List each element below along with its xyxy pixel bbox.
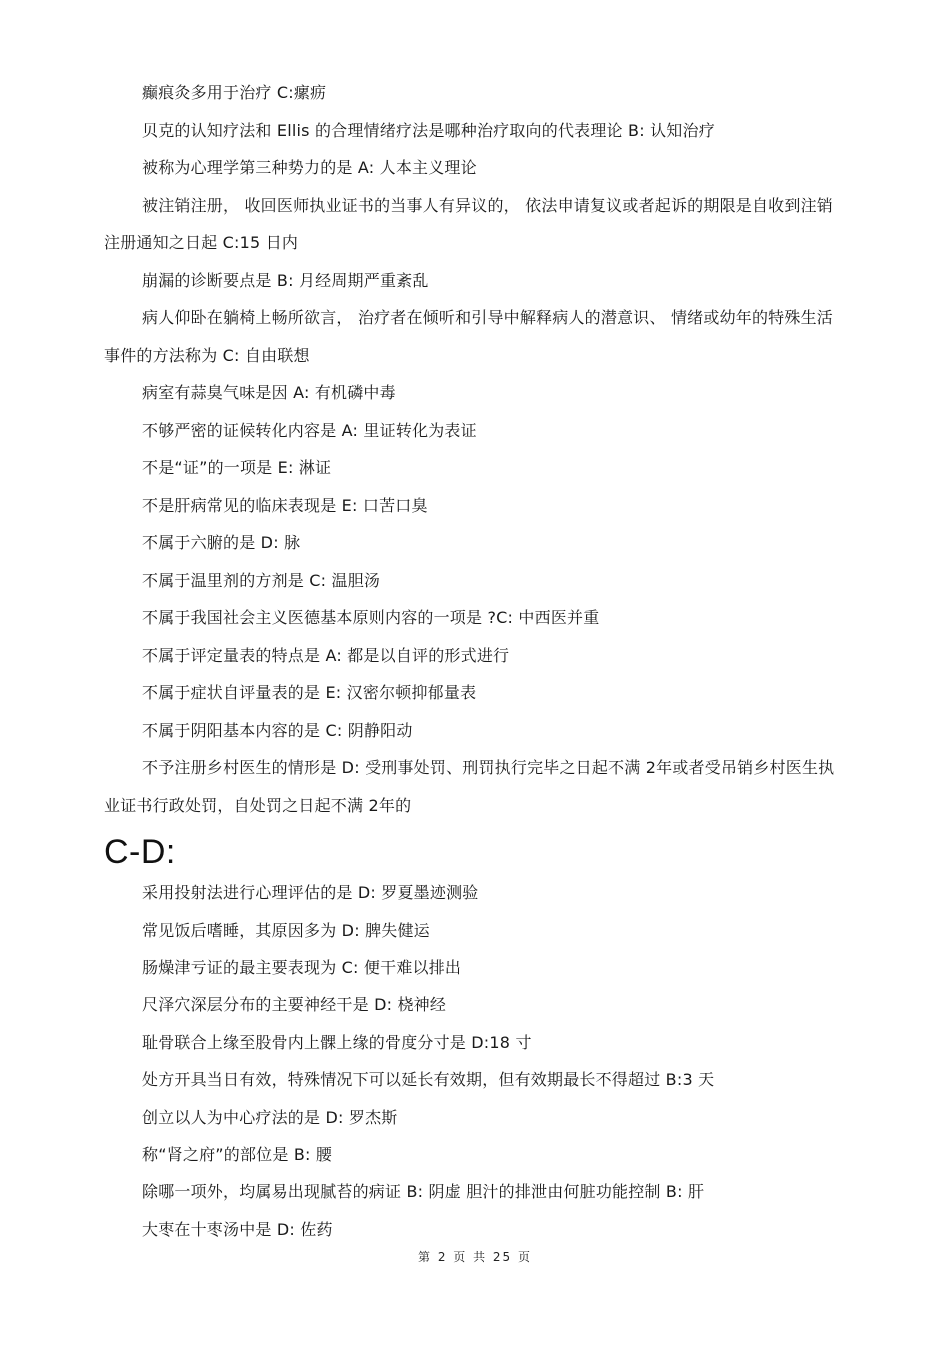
qa-entry: 被注销注册， 收回医师执业证书的当事人有异议的， 依法申请复议或者起诉的期限是自收到注销注册通知之日起 C:15 日内 [104,195,833,253]
qa-entry: 病人仰卧在躺椅上畅所欲言， 治疗者在倾听和引导中解释病人的潜意识、 情绪或幼年的特殊生活事件的方法称为 C: 自由联想 [104,308,833,365]
qa-entry: 不是“证”的一项是 E: 淋证 [142,458,332,477]
qa-entry: 崩漏的诊断要点是 B: 月经周期严重紊乱 [142,270,429,290]
qa-entry: 除哪一项外，均属易出现腻苔的病证 B: 阴虚 胆汁的排泄由何脏功能控制 B: 肝 [142,1182,705,1202]
qa-entry: 不属于温里剂的方剂是 C: 温胆汤 [142,570,381,590]
document-body [104,80,844,1254]
qa-entry: 癫痕灸多用于治疗 C:瘰疬 [142,83,327,102]
qa-entry: 大枣在十枣汤中是 D: 佐药 [142,1219,333,1239]
section-heading: C-D: [104,833,176,872]
qa-entry: 不属于症状自评量表的是 E: 汉密尔顿抑郁量表 [142,683,477,702]
qa-entry: 常见饭后嗜睡，其原因多为 D: 脾失健运 [142,920,430,940]
qa-entry: 不属于六腑的是 D: 脉 [142,533,301,552]
page-footer: 第 2 页 共 25 页 [418,1250,532,1264]
qa-entry: 称“肾之府”的部位是 B: 腰 [142,1144,333,1164]
qa-entry: 尺泽穴深层分布的主要神经干是 D: 桡神经 [142,995,447,1015]
qa-entry: 创立以人为中心疗法的是 D: 罗杰斯 [142,1107,398,1127]
qa-entry: 病室有蒜臭气味是因 A: 有机磷中毒 [142,383,396,402]
qa-entry: 耻骨联合上缘至股骨内上髁上缘的骨度分寸是 D:18 寸 [142,1032,532,1052]
qa-entry: 不予注册乡村医生的情形是 D: 受刑事处罚、刑罚执行完毕之日起不满 2年或者受吊销乡村医生执业证书行政处罚，自处罚之日起不满 2年的 [104,758,835,815]
qa-entry: 不是肝病常见的临床表现是 E: 口苦口臭 [142,495,428,515]
section-cd-entries [104,880,844,1243]
qa-entry: 不属于评定量表的特点是 A: 都是以自评的形式进行 [142,645,510,665]
qa-entry: 贝克的认知疗法和 Ellis 的合理情绪疗法是哪种治疗取向的代表理论 B: 认知治疗 [142,120,715,140]
qa-entry: 采用投射法进行心理评估的是 D: 罗夏墨迹测验 [142,883,479,903]
qa-entry: 不够严密的证候转化内容是 A: 里证转化为表证 [142,420,477,440]
qa-entry: 处方开具当日有效，特殊情况下可以延长有效期，但有效期最长不得超过 B:3 天 [142,1070,715,1090]
qa-entry: 不属于阴阳基本内容的是 C: 阴静阳动 [142,720,413,740]
qa-entry: 肠燥津亏证的最主要表现为 C: 便干难以排出 [142,958,462,978]
qa-entry: 不属于我国社会主义医德基本原则内容的一项是 ?C: 中西医并重 [142,608,600,627]
qa-entry: 被称为心理学第三种势力的是 A: 人本主义理论 [142,158,477,177]
